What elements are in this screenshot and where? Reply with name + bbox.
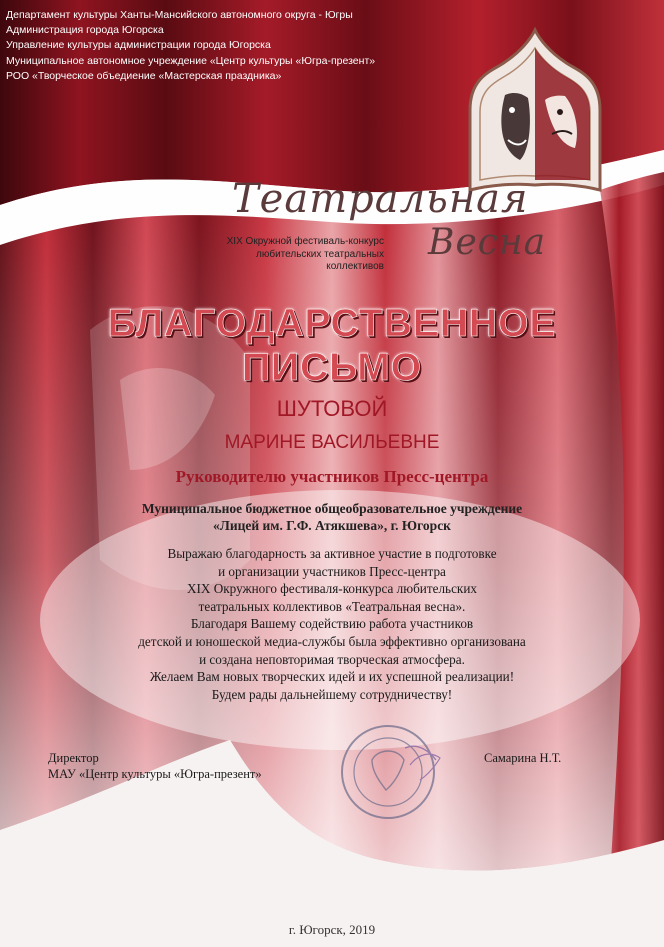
festival-subtitle-line: любительских театральных xyxy=(256,248,384,260)
letter-title-line1: БЛАГОДАРСТВЕННОЕ xyxy=(107,302,557,345)
body-line: Выражаю благодарность за активное участие в подготовке xyxy=(167,546,497,561)
body-line: Желаем Вам новых творческих идей и их успешной реализации! xyxy=(149,669,515,685)
institution-line: Муниципальное бюджетное общеобразовательное учреждение xyxy=(141,501,523,516)
organization-line: РОО «Творческое объедиение «Мастерская праздника» xyxy=(6,69,282,82)
body-line: XIX Окружного фестиваля-конкурса любительских xyxy=(187,581,477,597)
signer-position xyxy=(48,750,262,782)
institution-line: «Лицей им. Г.Ф. Атякшева», г. Югорск xyxy=(213,518,451,533)
organization-line: Муниципальное автономное учреждение «Центр культуры «Югра-презент» xyxy=(6,54,376,67)
festival-subtitle-line: коллективов xyxy=(326,261,384,272)
organization-line: Департамент культуры Ханты-Мансийского автономного округа - Югры xyxy=(6,9,353,21)
recipient-given-names: МАРИНЕ ВАСИЛЬЕВНЕ xyxy=(224,432,440,453)
signer-name: Самарина Н.Т. xyxy=(484,751,562,765)
festival-script-title-1: Театральная xyxy=(232,176,529,222)
recipient-surname: ШУТОВОЙ xyxy=(276,396,388,421)
organization-line: Управление культуры администрации города Югорска xyxy=(6,39,271,52)
festival-script-title-2: Весна xyxy=(428,222,547,263)
organization-line: Администрация города Югорска xyxy=(6,24,164,37)
body-line: Будем рады дальнейшему сотрудничеству! xyxy=(211,686,453,702)
recipient-role: Руководителю участников Пресс-центра xyxy=(175,467,489,486)
letter-title-line2: ПИСЬМО xyxy=(241,346,423,389)
body-line: и организации участников Пресс-центра xyxy=(218,563,446,579)
letter-body xyxy=(0,545,664,703)
organizations-list xyxy=(6,8,426,84)
signer-position-line: Директор xyxy=(48,751,99,765)
signer-position-line: МАУ «Центр культуры «Югра-презент» xyxy=(48,767,262,781)
festival-subtitle xyxy=(160,236,384,274)
place-year: г. Югорск, 2019 xyxy=(288,922,376,937)
institution xyxy=(0,500,664,534)
body-line: детской и юношеской медиа-службы была эффективно организована xyxy=(138,633,526,649)
body-line: театральных коллективов «Театральная весна». xyxy=(198,598,466,614)
body-line: Благодаря Вашему содействию работа участников xyxy=(190,616,474,632)
festival-subtitle-line: XIX Окружной фестиваль-конкурс xyxy=(226,236,384,247)
body-line: и создана неповторимая творческая атмосфера. xyxy=(199,651,465,667)
